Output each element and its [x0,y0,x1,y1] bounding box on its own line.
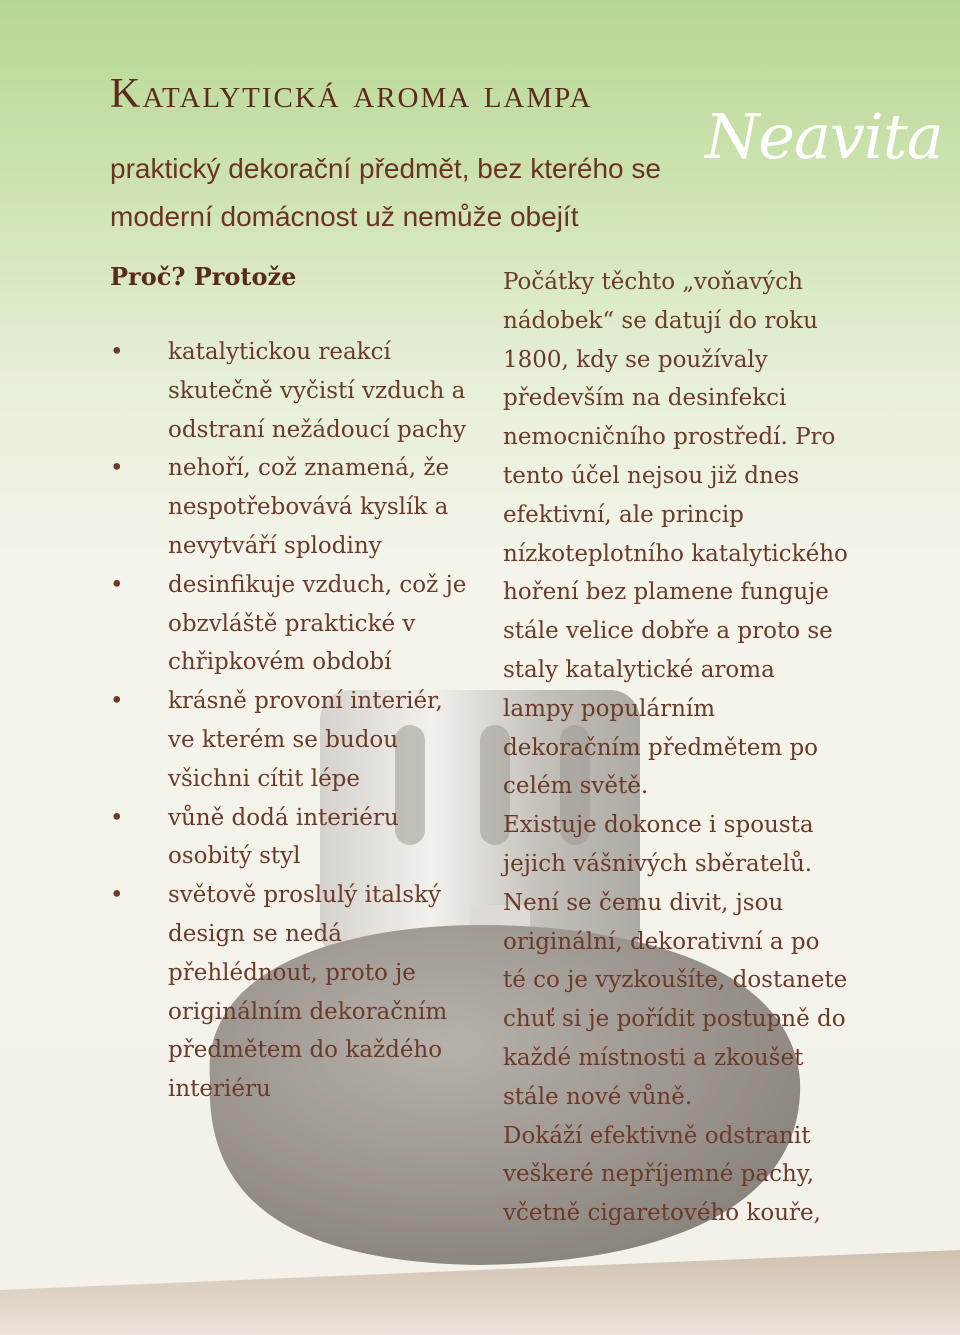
list-item-text: krásně provoní interiér, ve kterém se budou všichni cítit lépe [168,688,443,792]
history-paragraph: Dokáží efektivně odstranit veškeré nepříjemné pachy, včetně cigaretového kouře, [503,1122,821,1227]
list-item-text: světově proslulý italský design se nedá přehlédnout, proto je originálním dekoračním předmětem do každého interiéru [168,882,448,1103]
bullet-icon: • [110,571,124,598]
history-column [503,263,848,1233]
list-item [110,682,470,798]
reasons-column [110,262,470,1109]
list-item [110,876,470,1109]
reasons-heading: Proč? Protože [110,262,297,291]
reasons-list [110,333,470,1109]
bullet-icon: • [110,688,124,715]
bullet-icon: • [110,339,124,365]
list-item-text: vůně dodá interiéru osobitý styl [168,804,399,870]
brand-logo: Neavita [705,100,943,173]
page-subtitle: praktický dekorační předmět, bez kterého se moderní domácnost už nemůže obejít [110,153,661,232]
bullet-icon: • [110,804,124,831]
list-item [110,333,470,449]
list-item [110,566,470,682]
history-paragraph: Existuje dokonce i spousta jejich vášnivých sběratelů. [503,812,814,877]
list-item-text: katalytickou reakcí skutečně vyčistí vzduch a odstraní nežádoucí pachy [168,339,467,443]
history-paragraph: Počátky těchto „voňavých nádobek“ se datují do roku 1800, kdy se používaly především na desinfekci nemocničního prostředí. Pro tento účel nejsou již dnes efektivní, ale princip nízkoteplotního katalytického hoření bez plamene funguje stále velice dobře a proto se staly katalytické aroma lampy populárním dekoračním předmětem po celém světě. [503,269,848,800]
page-title: Katalytická aroma lampa [110,71,593,117]
list-item-text: nehoří, což znamená, že nespotřebovává kyslík a nevytváří splodiny [168,455,450,559]
list-item [110,449,470,565]
history-paragraph: Není se čemu divit, jsou originální, dekorativní a po té co je vyzkoušíte, dostanete chuť si je pořídit postupně do každé místnosti a zkoušet stále nové vůně. [503,889,848,1110]
list-item-text: desinfikuje vzduch, což je obzvláště praktické v chřipkovém období [168,571,467,676]
bullet-icon: • [110,882,124,909]
bullet-icon: • [110,455,124,482]
list-item [110,799,470,877]
